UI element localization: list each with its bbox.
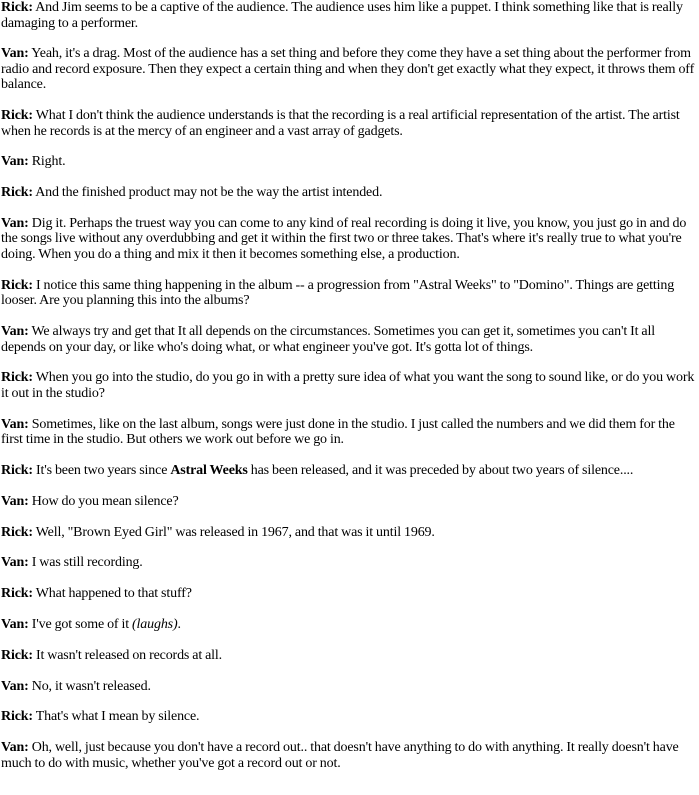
speaker-label: Rick: (1, 524, 33, 540)
speech-text: Dig it. Perhaps the truest way you can come to any kind of real recording is doing it live, you know, you just go in and do the songs live without any overdubbing and get it within the first two or three takes. That's where it's really true to what you're doing. When you do a thing and mix it then it becomes something else, a production. (1, 215, 687, 262)
speaker-label: Rick: (1, 462, 33, 478)
transcript-paragraph (1, 185, 699, 201)
transcript-paragraph (1, 216, 699, 263)
transcript-paragraph (1, 586, 699, 602)
speaker-label: Van: (1, 416, 29, 432)
speech-text: What happened to that stuff? (32, 586, 192, 602)
speaker-label: Rick: (1, 185, 33, 201)
speech-text: I was still recording. (28, 555, 143, 571)
transcript-paragraph (1, 324, 699, 355)
speaker-label: Van: (1, 154, 29, 170)
transcript-paragraph (1, 648, 699, 664)
speaker-label: Rick: (1, 647, 33, 663)
speech-text: It's been two years since (32, 462, 171, 478)
speech-text: And the finished product may not be the way the artist intended. (32, 185, 383, 201)
transcript-paragraph (1, 0, 699, 31)
speech-text: That's what I mean by silence. (32, 709, 200, 725)
stage-direction: (laughs) (132, 616, 178, 632)
transcript-paragraph (1, 463, 699, 479)
album-title: Astral Weeks (170, 462, 248, 478)
speech-text: has been released, and it was preceded by about two years of silence.... (247, 462, 634, 478)
speech-text: And Jim seems to be a captive of the audience. The audience uses him like a puppet. I think something like that is really damaging to a performer. (1, 0, 683, 31)
speech-text: Yeah, it's a drag. Most of the audience has a set thing and before they come they have a set thing about the performer from radio and record exposure. Then they expect a certain thing and when they don't get exactly what they expect, it throws them off balance. (1, 46, 695, 93)
transcript-paragraph (1, 525, 699, 541)
speaker-label: Van: (1, 215, 29, 231)
transcript-paragraph (1, 709, 699, 725)
speaker-label: Van: (1, 740, 29, 756)
speech-text: We always try and get that It all depends on the circumstances. Sometimes you can get it, sometimes you can't It all depends on your day, or like who's doing what, or what engineer you've got. It's gotta lot of things. (1, 324, 655, 355)
transcript-paragraph (1, 108, 699, 139)
speech-text: No, it wasn't released. (28, 678, 151, 694)
speaker-label: Rick: (1, 277, 33, 293)
speech-text: Right. (28, 154, 66, 170)
transcript-paragraph (1, 154, 699, 170)
speech-text: I notice this same thing happening in the album -- a progression from "Astral Weeks" to "Domino". Things are getting looser. Are you planning this into the albums? (1, 277, 675, 309)
speaker-label: Rick: (1, 586, 33, 602)
transcript-paragraph (1, 417, 699, 448)
speaker-label: Van: (1, 616, 29, 632)
speech-text: Sometimes, like on the last album, songs were just done in the studio. I just called the numbers and we did them for the first time in the studio. But others we work out before we go in. (1, 416, 675, 448)
speech-text: Oh, well, just because you don't have a record out.. that doesn't have anything to do with anything. It really doesn't have much to do with music, whether you've got a record out or not. (1, 740, 679, 771)
transcript-paragraph (1, 555, 699, 571)
transcript-paragraph (1, 370, 699, 401)
speaker-label: Rick: (1, 370, 33, 386)
speaker-label: Van: (1, 324, 29, 340)
speech-text: Well, "Brown Eyed Girl" was released in 1967, and that was it until 1969. (32, 524, 435, 540)
speech-text: When you go into the studio, do you go in with a pretty sure idea of what you want the song to sound like, or do you work it out in the studio? (1, 370, 695, 401)
speech-text: What I don't think the audience understands is that the recording is a real artificial representation of the artist. The artist when he records is at the mercy of an engineer and a vast array of gadgets. (1, 108, 680, 139)
speech-text: It wasn't released on records at all. (32, 647, 223, 663)
transcript-paragraph (1, 617, 699, 633)
transcript-paragraph (1, 740, 699, 771)
speaker-label: Van: (1, 46, 29, 62)
speech-text: How do you mean silence? (28, 493, 179, 509)
speaker-label: Rick: (1, 709, 33, 725)
speaker-label: Rick: (1, 0, 33, 15)
speaker-label: Rick: (1, 108, 33, 124)
speech-text: I've got some of it (28, 616, 133, 632)
speaker-label: Van: (1, 678, 29, 694)
transcript-paragraph (1, 494, 699, 510)
speaker-label: Van: (1, 493, 29, 509)
transcript-paragraph (1, 278, 699, 309)
speech-text: . (177, 616, 181, 632)
transcript-paragraph (1, 679, 699, 695)
transcript-paragraph (1, 46, 699, 93)
speaker-label: Van: (1, 555, 29, 571)
